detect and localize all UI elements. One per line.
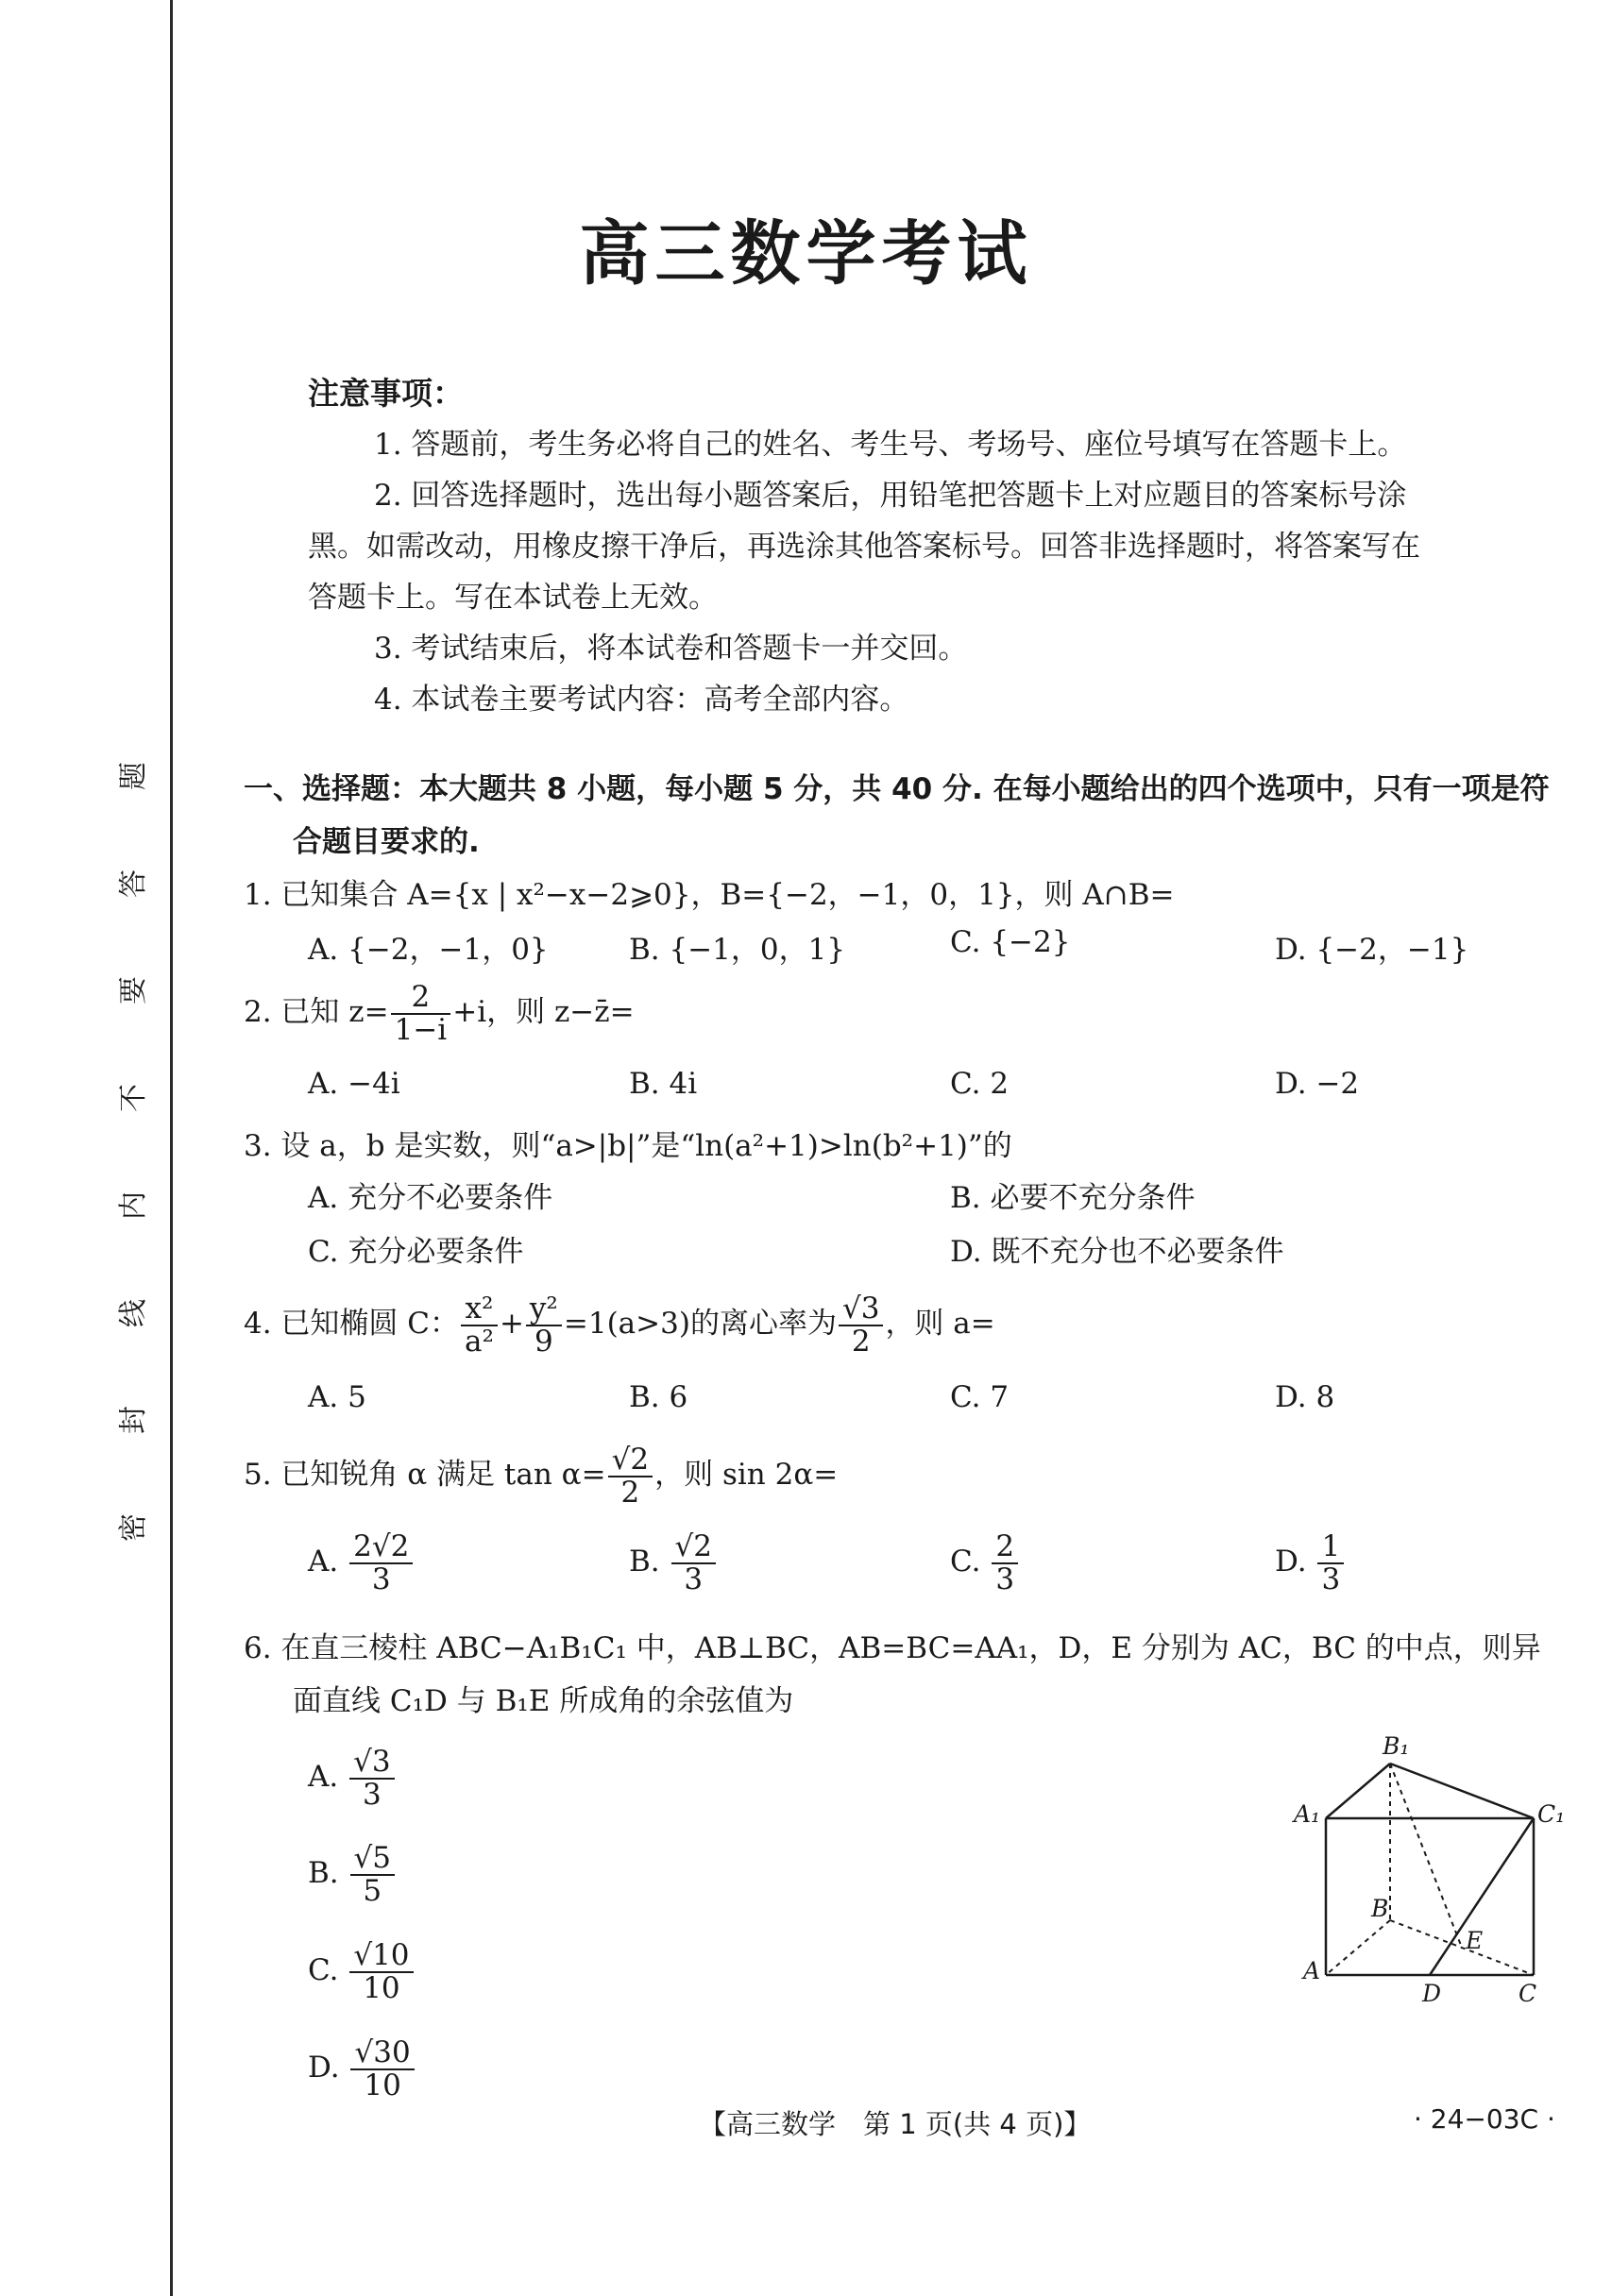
q6-option-b-num: √5	[350, 1843, 395, 1876]
notice-item: 3. 考试结束后，将本试卷和答题卡一并交回。	[374, 632, 968, 666]
q6-option-b-den: 5	[363, 1873, 382, 1908]
q6-option-a-den: 3	[362, 1777, 382, 1812]
q4-option-b: B. 6	[629, 1380, 688, 1414]
q4-mid: =1(a>3)的离心率为	[563, 1307, 837, 1342]
page-footer: 【高三数学 第 1 页(共 4 页)】	[699, 2108, 1092, 2140]
q2-option-a: A. −4i	[308, 1067, 400, 1101]
q5-option-a-frac	[349, 1531, 413, 1595]
q2-fraction	[391, 982, 451, 1045]
q4-post: ，则 a=	[885, 1307, 995, 1342]
q5-option-d-num: 1	[1317, 1531, 1344, 1564]
q5-option-b	[629, 1531, 718, 1595]
q6-option-a-frac	[349, 1747, 394, 1810]
q5-den: 2	[620, 1475, 640, 1510]
section-line: 合题目要求的.	[293, 825, 480, 859]
q5-option-b-num: √2	[671, 1531, 716, 1564]
section-heading	[244, 763, 1566, 869]
binding-char: 线	[117, 1298, 150, 1327]
q6-option-c-frac	[349, 1940, 413, 2003]
binding-text	[111, 755, 149, 1548]
q3-option-b: B. 必要不充分条件	[950, 1181, 1196, 1215]
q1-option-b: B. {−1，0，1}	[629, 933, 846, 967]
q4-option-d: D. 8	[1275, 1380, 1335, 1414]
q4-pre: 4. 已知椭圆 C：	[244, 1307, 460, 1342]
binding-char: 封	[117, 1406, 150, 1435]
label-a: A	[1303, 1957, 1321, 1984]
q6-option-a-num: √3	[349, 1747, 394, 1780]
q5-option-c	[950, 1531, 1020, 1595]
q4-frac-2-den: 9	[535, 1324, 553, 1359]
question-6-line-2: 面直线 C₁D 与 B₁E 所成角的余弦值为	[293, 1684, 794, 1718]
binding-char: 答	[117, 869, 150, 898]
q6-option-b-label: B.	[308, 1856, 339, 1891]
binding-char: 不	[117, 1084, 150, 1113]
q6-option-d	[308, 2037, 416, 2101]
q5-post: ，则 sin 2α=	[654, 1458, 839, 1493]
q4-frac-3-num: √3	[839, 1293, 883, 1326]
notice-item: 答题卡上。写在本试卷上无效。	[308, 581, 718, 615]
q5-option-d-frac	[1317, 1531, 1344, 1595]
notice-item: 1. 答题前，考生务必将自己的姓名、考生号、考场号、座位号填写在答题卡上。	[374, 428, 1407, 462]
q5-num: √2	[608, 1444, 653, 1477]
binding-char: 密	[117, 1512, 150, 1542]
q5-pre: 5. 已知锐角 α 满足 tan α=	[244, 1458, 606, 1493]
q2-num: 2	[391, 982, 451, 1015]
notice-item: 黑。如需改动，用橡皮擦干净后，再选涂其他答案标号。回答非选择题时，将答案写在	[308, 530, 1420, 564]
q5-option-a-num: 2√2	[349, 1531, 413, 1564]
q4-frac-3-den: 2	[851, 1324, 871, 1359]
q6-option-d-den: 10	[364, 2068, 401, 2102]
q2-den: 1−i	[394, 1012, 448, 1047]
q6-option-c	[308, 1940, 416, 2003]
q5-option-b-frac	[671, 1531, 716, 1595]
q6-option-a	[308, 1747, 397, 1810]
q5-option-a	[308, 1531, 415, 1595]
q5-option-a-den: 3	[371, 1562, 391, 1596]
q5-option-b-den: 3	[684, 1562, 704, 1596]
label-b1: B₁	[1383, 1732, 1410, 1760]
binding-char: 内	[117, 1190, 150, 1220]
label-d: D	[1422, 1980, 1442, 2007]
q5-option-b-label: B.	[629, 1545, 660, 1579]
q1-option-a: A. {−2，−1，0}	[308, 933, 549, 967]
exam-code: · 24−03C ·	[1414, 2103, 1555, 2135]
q5-option-d-den: 3	[1321, 1562, 1341, 1596]
q3-option-a: A. 充分不必要条件	[308, 1181, 553, 1215]
q4-option-a: A. 5	[308, 1380, 366, 1414]
question-4-stem	[244, 1293, 995, 1357]
q4-frac-2	[526, 1293, 562, 1357]
q5-option-d	[1275, 1531, 1346, 1595]
q2-option-b: B. 4i	[629, 1067, 698, 1101]
q6-option-b-frac	[350, 1843, 395, 1906]
page-title: 高三数学考试	[579, 213, 1033, 295]
q2-option-d: D. −2	[1275, 1067, 1360, 1101]
notice-item: 2. 回答选择题时，选出每小题答案后，用铅笔把答题卡上对应题目的答案标号涂	[374, 479, 1407, 513]
notice-item: 4. 本试卷主要考试内容：高考全部内容。	[374, 683, 909, 717]
binding-line	[170, 0, 173, 2296]
q5-option-c-den: 3	[995, 1562, 1015, 1596]
prism-figure	[1284, 1728, 1568, 2030]
q1-option-c: C. {−2}	[950, 925, 1071, 959]
question-6-line-1: 6. 在直三棱柱 ABC−A₁B₁C₁ 中，AB⊥BC，AB=BC=AA₁，D，E 分别为 AC，BC 的中点，则异	[244, 1631, 1541, 1665]
label-c1: C₁	[1537, 1800, 1566, 1828]
label-a1: A₁	[1294, 1800, 1321, 1828]
notice-heading: 注意事项：	[308, 375, 464, 412]
q6-option-c-label: C.	[308, 1953, 339, 1988]
q6-option-a-label: A.	[308, 1760, 339, 1795]
q5-option-c-frac	[992, 1531, 1018, 1595]
q4-frac-2-num: y²	[526, 1293, 562, 1326]
q1-option-d: D. {−2，−1}	[1275, 933, 1469, 967]
q6-option-c-den: 10	[363, 1970, 400, 2005]
notice-block	[308, 368, 1554, 725]
q5-option-a-label: A.	[308, 1545, 339, 1579]
q4-frac-3	[839, 1293, 883, 1357]
q5-option-c-label: C.	[950, 1545, 981, 1579]
q2-pre: 2. 已知 z=	[244, 995, 389, 1030]
label-c: C	[1519, 1980, 1537, 2007]
question-1-stem: 1. 已知集合 A={x | x²−x−2⩾0}，B={−2，−1，0，1}，则 A∩B=	[244, 878, 1175, 912]
label-b: B	[1371, 1895, 1389, 1922]
q5-fraction	[608, 1444, 653, 1508]
q2-option-c: C. 2	[950, 1067, 1010, 1101]
question-5-stem	[244, 1444, 838, 1508]
q4-frac-1-den: a²	[465, 1324, 494, 1359]
q6-option-b	[308, 1843, 397, 1906]
binding-char: 题	[117, 762, 150, 790]
q3-option-c: C. 充分必要条件	[308, 1235, 524, 1269]
q6-option-d-num: √30	[350, 2037, 414, 2070]
section-line: 一、选择题：本大题共 8 小题，每小题 5 分，共 40 分. 在每小题给出的四个选项中，只有一项是符	[244, 772, 1550, 806]
q6-option-d-label: D.	[308, 2051, 340, 2085]
binding-char: 要	[117, 976, 150, 1005]
q6-option-c-num: √10	[349, 1940, 413, 1973]
q4-option-c: C. 7	[950, 1380, 1010, 1414]
label-e: E	[1466, 1927, 1484, 1954]
q4-frac-1-num: x²	[461, 1293, 498, 1326]
q2-post: +i，则 z−z̄=	[452, 995, 635, 1030]
q4-plus: +	[499, 1307, 524, 1342]
question-2-stem	[244, 982, 635, 1045]
question-3-stem: 3. 设 a，b 是实数，则“a>|b|”是“ln(a²+1)>ln(b²+1)”的	[244, 1129, 1012, 1163]
q6-option-d-frac	[350, 2037, 414, 2101]
q4-frac-1	[461, 1293, 498, 1357]
q5-option-c-num: 2	[992, 1531, 1018, 1564]
q3-option-d: D. 既不充分也不必要条件	[950, 1235, 1284, 1269]
q5-option-d-label: D.	[1275, 1545, 1307, 1579]
